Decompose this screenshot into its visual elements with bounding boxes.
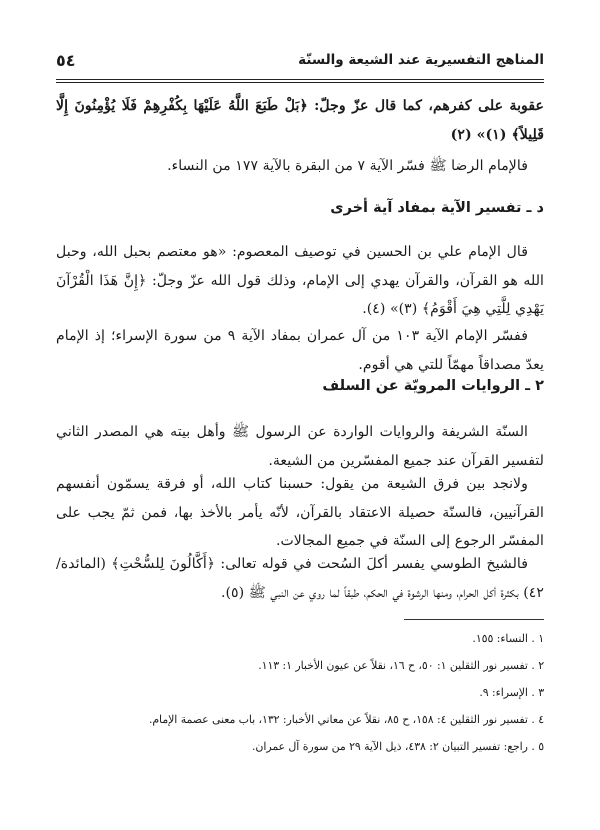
section-heading-2: ٢ ـ الروايات المرويّة عن السلف: [322, 378, 544, 394]
footnote: ٣ . الإسراء: ٩.: [479, 686, 544, 699]
page-number: ٥٤: [56, 50, 76, 70]
footnote-rule: [404, 619, 544, 620]
paragraph-imam-rida: فالإمام الرضا ﷺ فسّر الآية ٧ من البقرة بالآية ١٧٧ من النساء.: [167, 158, 528, 174]
paragraph-sects: ولانجد بين فرق الشيعة من يقول: حسبنا كتاب الله، أو فرقة يسمّون أنفسهم القرآنيين، فالسنّة حصيلة الاعتقاد بالقرآن، لأنّه يأمر بالأخذ بها، فمن ثمّ يجب على المفسّر الرجوع إلى السنّة في جميع المجالات.: [56, 476, 544, 549]
header-rule-second: [56, 82, 544, 83]
footnote: ٤ . تفسير نور الثقلين ٤: ١٥٨، ح ٨٥، نقلاً عن معاني الأخبار: ١٣٢، باب معنى عصمة الإمام.: [148, 713, 544, 726]
paragraph-quran-quote: عقوبة على كفرهم، كما قال عزّ وجلّ: ﴿بَلْ طَبَعَ اللَّهُ عَلَيْهَا بِكُفْرِهِمْ فَلَا يُؤْمِنُونَ إِلَّا قَلِيلاً﴾ (١)» (٢): [56, 98, 544, 143]
paragraph-tusi: فالشيخ الطوسي يفسر أكلَ السُحت في قوله تعالى: ﴿أَكَّالُونَ لِلسُّحْتِ﴾ (المائدة/ ٤٢) بكثرة أكل الحرام، ومنها الرشوة في الحكم، طبقاً لما روي عن النبي ﷺ (٥).: [56, 556, 544, 601]
page-header: [56, 44, 544, 76]
running-title: المناهج التفسيرية عند الشيعة والسنّة: [298, 52, 544, 68]
header-rule: [56, 79, 544, 80]
footnote: ٥ . راجع: تفسير التبيان ٢: ٤٣٨، ذيل الآية ٢٩ من سورة آل عمران.: [252, 740, 544, 753]
footnote: ١ . النساء: ١٥٥.: [472, 632, 544, 645]
paragraph-imam-ali: قال الإمام علي بن الحسين في توصيف المعصوم: «هو معتصم بحبل الله، وحبل الله هو القرآن، والقرآن يهدي إلى الإمام، وذلك قول الله عزّ وجلّ: ﴿إِنَّ هَذَا الْقُرْآنَ يَهْدِي لِلَّتِي هِيَ أَقْوَمُ﴾ (٣)» (٤).: [56, 244, 544, 317]
paragraph-sunnah: السنّة الشريفة والروايات الواردة عن الرسول ﷺ وأهل بيته هي المصدر الثاني لتفسير القرآن عند جميع المفسّرين من الشيعة.: [56, 424, 544, 469]
paragraph-tafsir-isra: ففسّر الإمام الآية ١٠٣ من آل عمران بمفاد الآية ٩ من سورة الإسراء؛ إذ الإمام يعدّ مصداقاً مهمّاً للتي هي أقوم.: [56, 328, 544, 373]
section-heading-d: د ـ تفسير الآية بمفاد آية أخرى: [330, 200, 544, 216]
footnote: ٢ . تفسير نور الثقلين ١: ٥٠، ح ١٦، نقلاً عن عيون الأخبار ١: ١١٣.: [258, 659, 544, 672]
